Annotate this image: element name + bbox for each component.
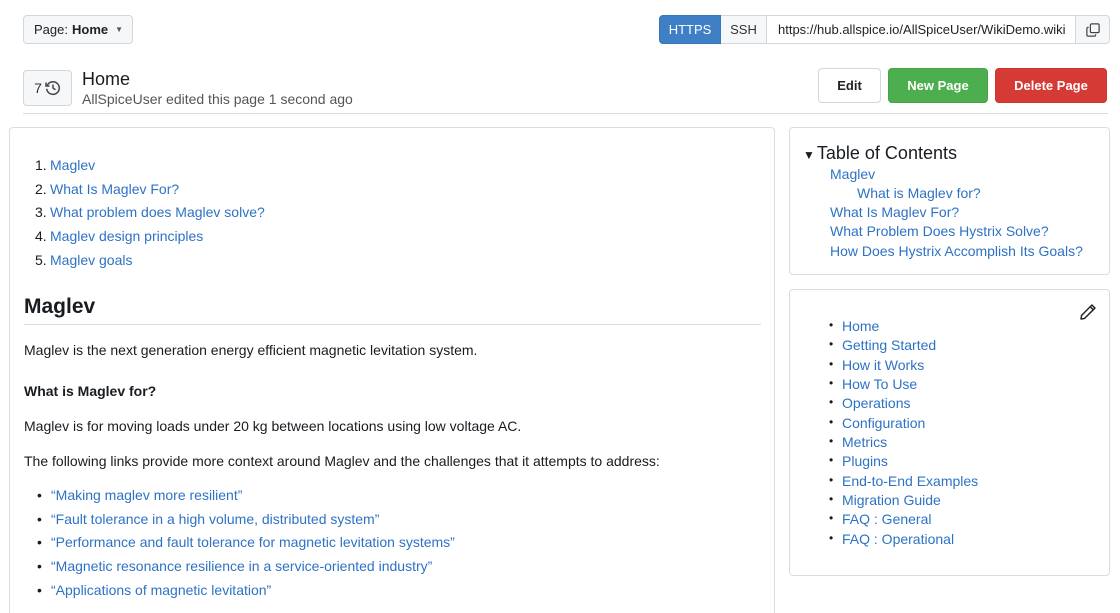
sidebar-item: • Configuration bbox=[829, 415, 978, 434]
sidebar-item-link[interactable]: Operations bbox=[842, 395, 911, 412]
sidebar-item: • FAQ : General bbox=[829, 511, 978, 530]
toc-toggle[interactable] bbox=[803, 143, 957, 164]
sidebar-item: • Plugins bbox=[829, 453, 978, 472]
revision-count: 7 bbox=[34, 80, 42, 96]
paragraph: The following links provide more context around Maglev and the challenges that it attempts to address: bbox=[24, 453, 660, 469]
list-item: • “Making maglev more resilient” bbox=[37, 487, 455, 511]
content-subheading: What is Maglev for? bbox=[24, 383, 157, 399]
https-button[interactable]: HTTPS bbox=[659, 15, 721, 44]
toc-link[interactable]: What problem does Maglev solve? bbox=[50, 204, 265, 221]
revisions-button[interactable] bbox=[23, 70, 72, 106]
reference-link[interactable]: “Performance and fault tolerance for magnetic levitation systems” bbox=[51, 534, 455, 551]
triangle-down-icon: ▼ bbox=[803, 148, 815, 162]
heading-divider bbox=[24, 324, 761, 325]
edit-button[interactable]: Edit bbox=[818, 68, 881, 103]
content-toc-list bbox=[35, 157, 265, 275]
sidebar-item: • End-to-End Examples bbox=[829, 473, 978, 492]
list-item: 3. What problem does Maglev solve? bbox=[35, 204, 265, 228]
toc-link[interactable]: Maglev design principles bbox=[50, 228, 204, 245]
page-select-value: Home bbox=[71, 22, 109, 37]
toc-panel-link[interactable]: What Is Maglev For? bbox=[830, 204, 960, 220]
paragraph: Maglev is for moving loads under 20 kg between locations using low voltage AC. bbox=[24, 418, 522, 434]
copy-icon bbox=[1086, 23, 1100, 37]
sidebar-item: • Operations bbox=[829, 395, 978, 414]
reference-link[interactable]: “Fault tolerance in a high volume, distributed system” bbox=[51, 510, 380, 527]
history-icon bbox=[45, 80, 61, 96]
sidebar-page-list bbox=[829, 318, 978, 550]
sidebar-item-link[interactable]: End-to-End Examples bbox=[842, 472, 979, 489]
clone-url-bar bbox=[659, 15, 1110, 44]
reference-link[interactable]: “Applications of magnetic levitation” bbox=[51, 581, 272, 598]
page-select-prefix: Page: bbox=[34, 22, 68, 37]
reference-link[interactable]: “Magnetic resonance resilience in a service-oriented industry” bbox=[51, 558, 433, 575]
sidebar-item-link[interactable]: Metrics bbox=[842, 434, 888, 451]
toc-panel-link[interactable]: How Does Hystrix Accomplish Its Goals? bbox=[830, 243, 1083, 259]
sidebar-item-link[interactable]: Configuration bbox=[842, 414, 926, 431]
sidebar-item: • Getting Started bbox=[829, 337, 978, 356]
content-heading: Maglev bbox=[24, 295, 96, 318]
list-item: • “Applications of magnetic levitation” bbox=[37, 582, 455, 606]
page-edit-info: AllSpiceUser edited this page 1 second ago bbox=[82, 91, 353, 107]
page-title: Home bbox=[82, 69, 131, 89]
sidebar-item: • How it Works bbox=[829, 357, 978, 376]
pencil-icon[interactable] bbox=[1079, 303, 1097, 321]
list-item: 4. Maglev design principles bbox=[35, 228, 265, 252]
sidebar-item-link[interactable]: Getting Started bbox=[842, 337, 937, 354]
toc-panel-link[interactable]: Maglev bbox=[830, 166, 876, 182]
list-item: 5. Maglev goals bbox=[35, 252, 265, 276]
list-item: • “Performance and fault tolerance for magnetic levitation systems” bbox=[37, 534, 455, 558]
sidebar-item-link[interactable]: How it Works bbox=[842, 356, 925, 373]
toc-title: Table of Contents bbox=[816, 143, 957, 163]
sidebar-item-link[interactable]: How To Use bbox=[842, 376, 918, 393]
sidebar-item: • How To Use bbox=[829, 376, 978, 395]
header-divider bbox=[23, 113, 1108, 114]
reference-links-list bbox=[37, 487, 455, 605]
toc-link[interactable]: What Is Maglev For? bbox=[50, 180, 180, 197]
copy-button[interactable] bbox=[1076, 15, 1110, 44]
list-item: • “Magnetic resonance resilience in a service-oriented industry” bbox=[37, 558, 455, 582]
sidebar-item: • Home bbox=[829, 318, 978, 337]
list-item: 2. What Is Maglev For? bbox=[35, 181, 265, 205]
list-item: 1. Maglev bbox=[35, 157, 265, 181]
delete-page-button[interactable]: Delete Page bbox=[995, 68, 1107, 103]
sidebar-item-link[interactable]: FAQ : General bbox=[842, 511, 932, 528]
toc-panel-link[interactable]: What is Maglev for? bbox=[857, 185, 981, 201]
list-item: • “Fault tolerance in a high volume, distributed system” bbox=[37, 511, 455, 535]
reference-link[interactable]: “Making maglev more resilient” bbox=[51, 487, 243, 503]
page-select-dropdown[interactable] bbox=[23, 15, 133, 44]
toc-link[interactable]: Maglev goals bbox=[50, 251, 133, 268]
new-page-button[interactable]: New Page bbox=[888, 68, 988, 103]
intro-paragraph: Maglev is the next generation energy efficient magnetic levitation system. bbox=[24, 342, 478, 358]
sidebar-item: • Migration Guide bbox=[829, 492, 978, 511]
clone-url-input[interactable]: https://hub.allspice.io/AllSpiceUser/WikiDemo.wiki bbox=[767, 15, 1076, 44]
toc-panel-link[interactable]: What Problem Does Hystrix Solve? bbox=[830, 223, 1049, 239]
sidebar-item-link[interactable]: Migration Guide bbox=[842, 492, 941, 509]
toc-link[interactable]: Maglev bbox=[50, 157, 96, 173]
sidebar-item: • FAQ : Operational bbox=[829, 531, 978, 550]
chevron-down-icon: ▼ bbox=[115, 25, 124, 34]
sidebar-item: • Metrics bbox=[829, 434, 978, 453]
ssh-button[interactable]: SSH bbox=[721, 15, 767, 44]
sidebar-item-link[interactable]: FAQ : Operational bbox=[842, 530, 955, 547]
sidebar-item-link[interactable]: Plugins bbox=[842, 453, 888, 470]
sidebar-item-link[interactable]: Home bbox=[842, 318, 880, 334]
